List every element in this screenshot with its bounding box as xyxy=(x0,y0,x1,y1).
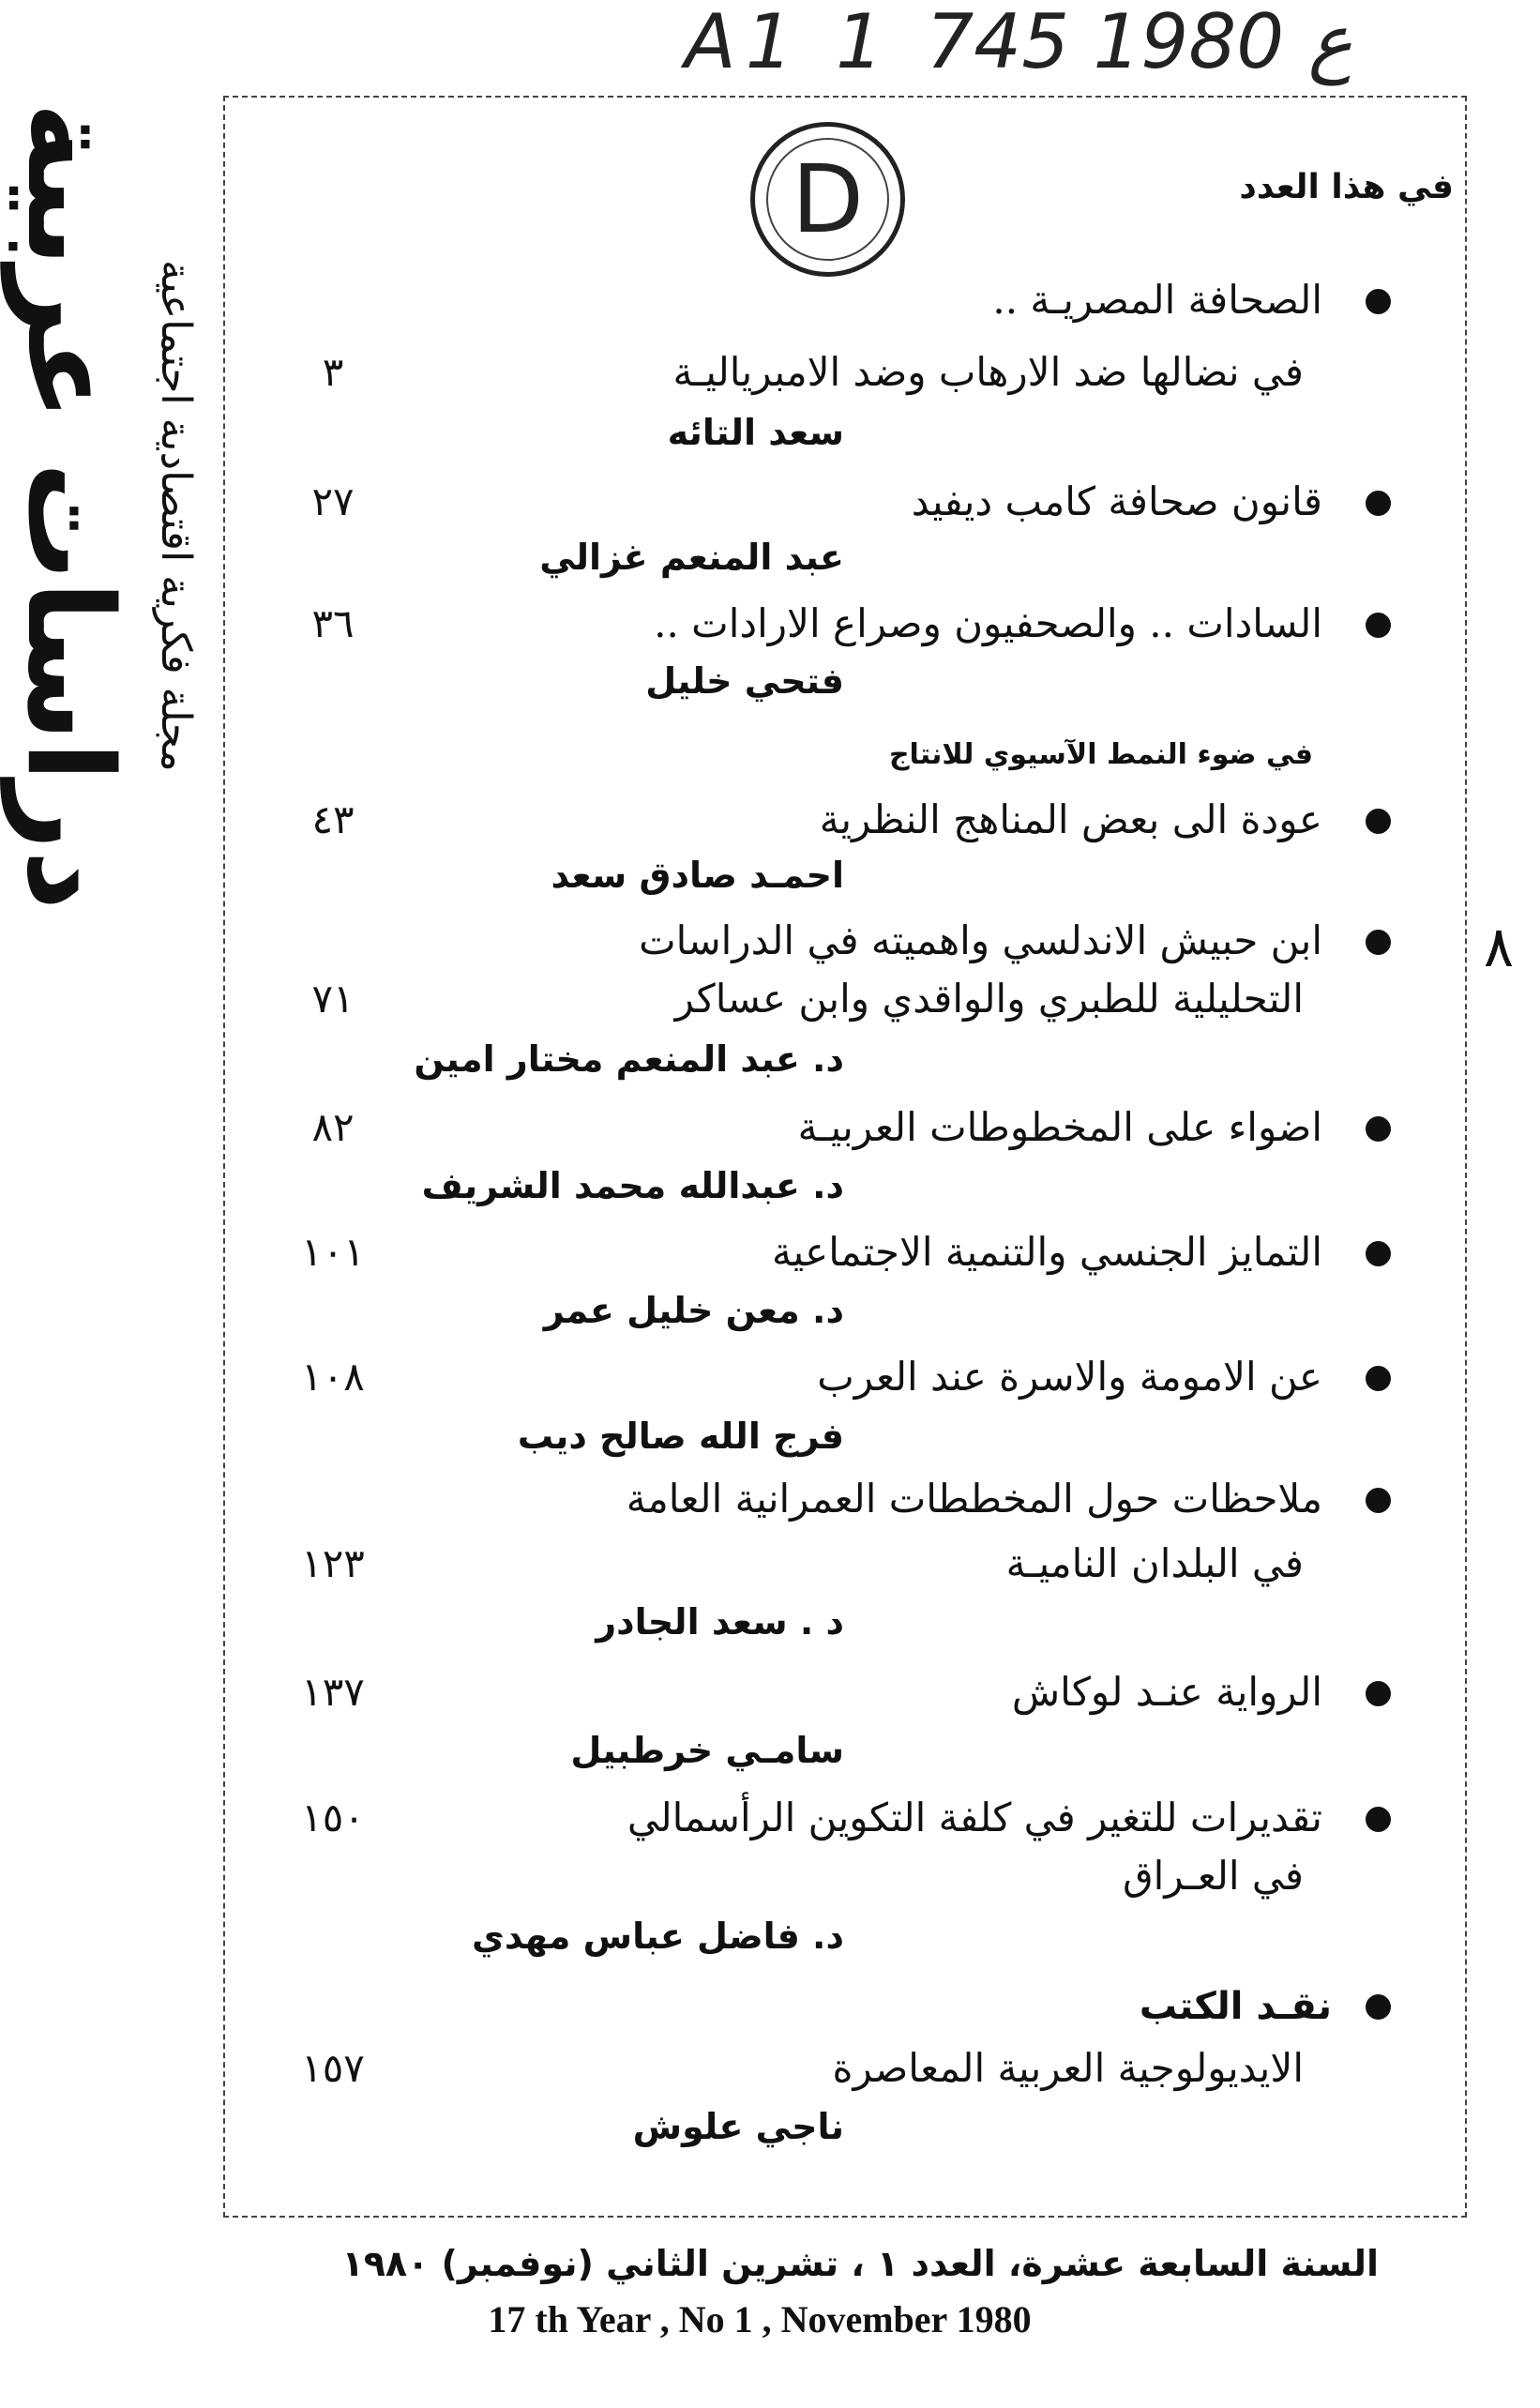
entry-author: عبد المنعم غزالي xyxy=(539,537,844,578)
bullet-icon xyxy=(1366,1116,1391,1142)
bullet-icon xyxy=(1366,1241,1391,1266)
bullet-icon xyxy=(1366,809,1391,834)
bullet-icon xyxy=(1366,1807,1391,1832)
entry-author: ناجي علوش xyxy=(632,2106,844,2147)
entry-author: فتحي خليل xyxy=(645,660,844,702)
entry-title-line: السادات .. والصحفيون وصراع الارادات .. xyxy=(654,600,1322,646)
bullet-icon xyxy=(1366,1681,1391,1706)
entry-page-number: ١٠٨ xyxy=(301,1354,365,1400)
entry-author: سعد التائه xyxy=(667,412,844,453)
entry-title-line: الرواية عنـد لوكاش xyxy=(1011,1669,1322,1715)
bullet-icon xyxy=(1366,930,1391,955)
entry-title-line: الصحافة المصريـة .. xyxy=(992,277,1322,323)
issue-info-english: 17 th Year , No 1 , November 1980 xyxy=(488,2298,1032,2340)
entry-page-number: ٢٧ xyxy=(311,478,355,524)
bullet-icon xyxy=(1366,289,1391,314)
bullet-icon xyxy=(1366,1994,1391,2020)
entry-page-number: ٣ xyxy=(322,349,344,395)
entry-title-line: اضواء على المخطوطات العربيـة xyxy=(797,1104,1322,1150)
entry-title-line: عودة الى بعض المناهج النظرية xyxy=(819,796,1322,842)
entry-author: د. فاضل عباس مهدي xyxy=(472,1916,844,1957)
handwritten-catalog-note: A1 1 ع 1980 745 xyxy=(685,0,1353,85)
entry-title-line: عن الامومة والاسرة عند العرب xyxy=(817,1354,1322,1400)
entry-title-line: التحليلية للطبري والواقدي وابن عساكر xyxy=(674,976,1304,1022)
issue-info-arabic: السنة السابعة عشرة، العدد ١ ، تشرين الثاني (نوفمبر) ١٩٨٠ xyxy=(341,2243,1379,2284)
entry-page-number: ١٠١ xyxy=(301,1229,365,1275)
entry-page-number: ١٣٧ xyxy=(301,1669,365,1715)
contents-heading: في هذا العدد xyxy=(1239,168,1454,206)
entry-page-number: ٣٦ xyxy=(311,600,355,646)
entry-title-line: ملاحظات حول المخططات العمرانية العامة xyxy=(626,1476,1322,1522)
bullet-icon xyxy=(1366,1488,1391,1513)
journal-subtitle: مجلة فكرية اقتصادية اجتماعية xyxy=(152,260,200,772)
entry-title-line: التمايز الجنسي والتنمية الاجتماعية xyxy=(771,1229,1322,1275)
bullet-icon xyxy=(1366,1366,1391,1391)
journal-title: دراسات عربية xyxy=(1,102,139,911)
entry-page-number: ٧١ xyxy=(311,976,355,1022)
entry-title-line: في العـراق xyxy=(1123,1853,1304,1899)
entry-title-line: ابن حبيش الاندلسي واهميته في الدراسات xyxy=(639,917,1322,963)
entry-title-line: تقديرات للتغير في كلفة التكوين الرأسمالي xyxy=(627,1795,1322,1840)
entry-author: سامـي خرطبيل xyxy=(570,1730,844,1771)
entry-author: احمـد صادق سعد xyxy=(551,855,844,896)
entry-title-line: قانون صحافة كامب ديفيد xyxy=(911,478,1322,524)
entry-author: د. عبد المنعم مختار امين xyxy=(414,1038,844,1080)
entry-title-line: في البلدان الناميـة xyxy=(1005,1540,1304,1586)
section-label: نقـد الكتب xyxy=(1139,1985,1332,2028)
entry-page-number: ١٥٠ xyxy=(301,1795,365,1840)
entry-author: د. عبدالله محمد الشريف xyxy=(421,1165,844,1206)
entry-page-number: ٨٢ xyxy=(311,1104,355,1150)
entry-page-number: ٤٣ xyxy=(311,796,355,842)
entry-title-line: الايديولوجية العربية المعاصرة xyxy=(832,2045,1304,2091)
margin-handwritten-mark: ٨ xyxy=(1483,915,1515,980)
bullet-icon xyxy=(1366,491,1391,516)
entry-author: د. معن خليل عمر xyxy=(543,1290,844,1331)
entry-page-number: ١٥٧ xyxy=(301,2045,365,2091)
entry-author: فرج الله صالح ديب xyxy=(517,1416,844,1457)
entry-title-line: في نضالها ضد الارهاب وضد الامبرياليـة xyxy=(672,349,1304,395)
entry-kicker: في ضوء النمط الآسيوي للانتاج xyxy=(888,738,1313,771)
bullet-icon xyxy=(1366,613,1391,638)
stamp-letter: D xyxy=(766,138,889,261)
entry-page-number: ١٢٣ xyxy=(301,1540,365,1586)
entry-author: د . سعد الجادر xyxy=(596,1601,844,1643)
